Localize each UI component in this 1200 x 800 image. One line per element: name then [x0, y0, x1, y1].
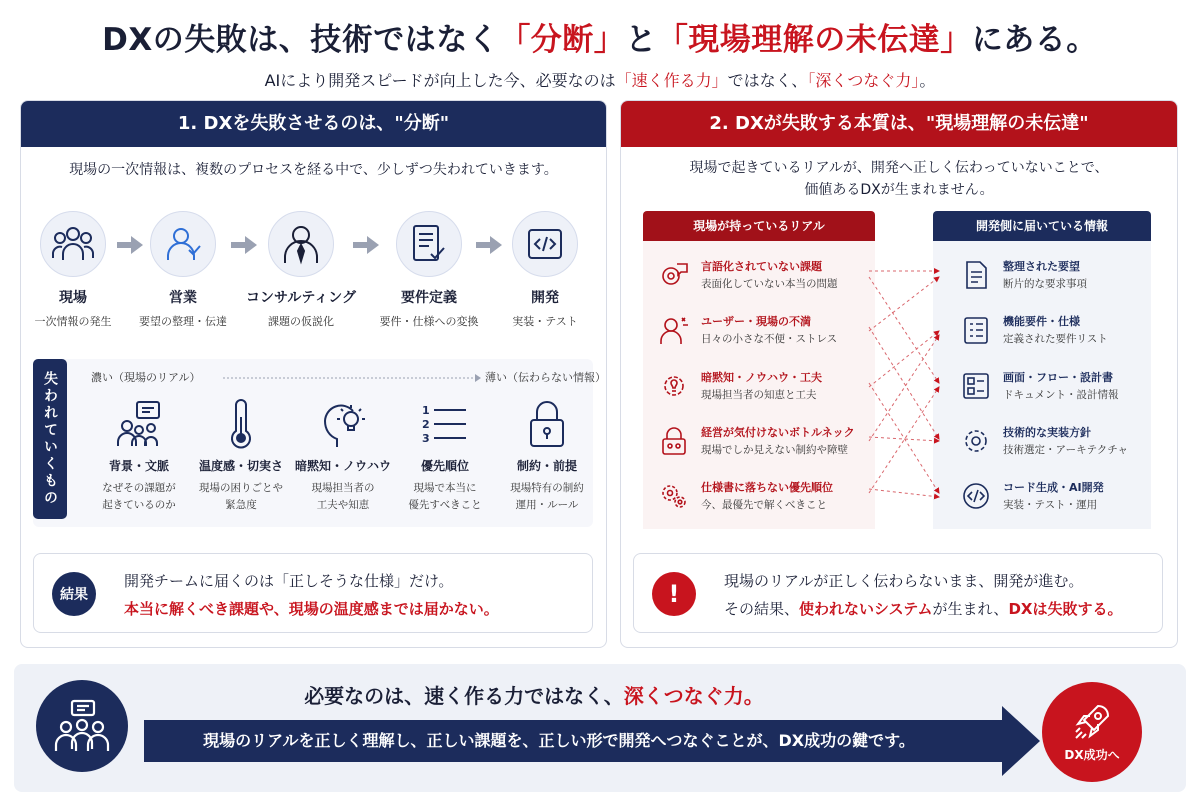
- title-highlight-bunda: 「分断」: [499, 22, 626, 58]
- step-desc: 実装・テスト: [512, 315, 578, 328]
- lost-item-title: 優先順位: [420, 459, 469, 473]
- step-name: 営業: [169, 290, 197, 306]
- title-highlight-genba: 「現場理解の未伝達」: [656, 22, 972, 58]
- rocket-icon: [1072, 702, 1112, 742]
- conclusion-banner: [14, 664, 1186, 792]
- field-reality-item: [659, 367, 879, 407]
- speech-gear-icon: [659, 260, 689, 290]
- numbered-list-icon: [397, 397, 493, 451]
- lost-item: [193, 397, 289, 514]
- item-title: コード生成・AI開発: [1003, 481, 1104, 494]
- code-window-icon: [512, 211, 578, 277]
- step-desc: 要件・仕様への変換: [379, 315, 479, 328]
- subtitle-part: ではなく、: [727, 71, 808, 90]
- svg-text:1: 1: [422, 404, 430, 417]
- item-desc: 日々の小さな不便・ストレス: [701, 333, 838, 345]
- discussion-icon: [91, 397, 187, 451]
- gears-icon: [659, 481, 689, 511]
- dev-info-item: [961, 422, 1161, 462]
- subtitle-part: AIにより開発スピードが向上した今、必要なのは: [264, 71, 616, 90]
- step-desc: 課題の仮説化: [268, 315, 334, 328]
- dev-info-header: 開発側に届いている情報: [933, 211, 1151, 241]
- step-desc: 一次情報の発生: [34, 315, 112, 328]
- warning-highlight: 使われないシステム: [799, 600, 933, 618]
- field-reality-item: [659, 311, 879, 351]
- subtitle-highlight: 「深くつなぐ力」: [807, 71, 920, 90]
- lost-item-title: 背景・文脈: [108, 459, 169, 473]
- checklist-document-icon: [396, 211, 462, 277]
- process-step: [123, 211, 243, 329]
- result-box: [33, 553, 593, 633]
- banner-arrow-text: 現場のリアルを正しく理解し、正しい課題を、正しい形で開発へつなぐことが、DX成功の鍵です。: [203, 731, 915, 750]
- lost-item-desc-line: 現場で本当に: [413, 482, 477, 494]
- item-title: 仕様書に落ちない優先順位: [701, 481, 833, 494]
- team-discussion-icon: [36, 680, 128, 772]
- left-panel-header: 1. DXを失敗させるのは、"分断": [21, 101, 606, 147]
- warning-part: その結果、: [724, 600, 800, 618]
- field-reality-item: [659, 256, 879, 296]
- lost-item: [91, 397, 187, 514]
- item-desc: 技術選定・アーキテクチャ: [1003, 444, 1128, 456]
- gear-icon: [961, 426, 991, 456]
- item-desc: 断片的な要求事項: [1003, 278, 1087, 290]
- warning-part: が生まれ、: [932, 600, 1009, 618]
- svg-text:3: 3: [422, 432, 430, 445]
- frustrated-user-icon: [659, 315, 689, 345]
- lost-item-desc: [193, 480, 289, 514]
- subtitle-part: 。: [919, 71, 936, 90]
- gradient-arrow: [223, 373, 483, 383]
- svg-text:2: 2: [422, 418, 430, 431]
- process-step: [485, 211, 605, 329]
- lost-things-label: 失われていくもの: [33, 359, 67, 519]
- page-title: [0, 14, 1200, 59]
- warning-icon: !: [652, 572, 696, 616]
- subtitle-highlight: 「速く作る力」: [615, 71, 728, 90]
- lost-item-desc-line: なぜその課題が: [102, 482, 176, 494]
- lock-icon: [659, 426, 689, 456]
- field-reality-item: [659, 477, 879, 517]
- document-icon: [961, 260, 991, 290]
- right-panel-header: 2. DXが失敗する本質は、"現場理解の未伝達": [621, 101, 1177, 147]
- warning-line-1: 現場のリアルが正しく伝わらないまま、開発が進む。: [724, 572, 1084, 590]
- spec-list-icon: [961, 315, 991, 345]
- result-line-1: 開発チームに届くのは「正しそうな仕様」だけ。: [124, 572, 454, 590]
- lost-item-desc-line: 現場特有の制約: [510, 482, 584, 494]
- dx-success-badge: [1042, 682, 1142, 782]
- lost-item-desc: [397, 480, 493, 514]
- intro-line: 価値あるDXが生まれません。: [804, 182, 994, 198]
- item-title: 技術的な実装方針: [1003, 426, 1091, 439]
- warning-box: [633, 553, 1163, 633]
- thermometer-icon: [193, 397, 289, 451]
- result-line-2: 本当に解くべき課題や、現場の温度感までは届かない。: [124, 600, 499, 618]
- field-reality-header: 現場が持っているリアル: [643, 211, 875, 241]
- lost-item: [397, 397, 493, 514]
- dev-info-item: [961, 256, 1161, 296]
- step-name: 要件定義: [401, 290, 457, 306]
- left-panel-intro: 現場の一次情報は、複数のプロセスを経る中で、少しずつ失われていきます。: [69, 162, 558, 178]
- item-title: 経営が気付けないボトルネック: [701, 426, 855, 439]
- dev-info-item: [961, 311, 1161, 351]
- lost-item-title: 暗黙知・ノウハウ: [295, 459, 392, 473]
- lost-item-title: 制約・前提: [516, 459, 577, 473]
- lost-item-desc-line: 現場の困りごとや: [199, 482, 283, 494]
- headline-part: 必要なのは、速く作る力ではなく、: [304, 684, 624, 708]
- title-part: にある。: [971, 22, 1098, 58]
- screen-flow-icon: [961, 371, 991, 401]
- step-desc: 要望の整理・伝達: [139, 315, 227, 328]
- left-panel: [20, 100, 607, 648]
- salesperson-icon: [150, 211, 216, 277]
- dev-info-item: [961, 367, 1161, 407]
- page-subtitle: [0, 68, 1200, 91]
- banner-headline: [144, 680, 924, 709]
- warning-highlight: DXは失敗する。: [1008, 600, 1123, 618]
- idea-gear-icon: [659, 371, 689, 401]
- item-desc: 現場担当者の知恵と工夫: [701, 389, 817, 401]
- process-step: [369, 211, 489, 329]
- item-title: 機能要件・仕様: [1003, 315, 1080, 328]
- lost-item-title: 温度感・切実さ: [198, 459, 283, 473]
- headline-highlight: 深くつなぐ力。: [623, 684, 764, 708]
- field-reality-item: [659, 422, 879, 462]
- lock-icon: [499, 397, 595, 451]
- item-title: 暗黙知・ノウハウ・工夫: [701, 371, 822, 384]
- warning-line-2: [724, 598, 1122, 619]
- process-step: [20, 211, 133, 329]
- code-icon: [961, 481, 991, 511]
- gradient-start-label: 濃い（現場のリアル）: [91, 371, 201, 384]
- intro-line: 現場で起きているリアルが、開発へ正しく伝わっていないことで、: [689, 160, 1109, 176]
- lost-item-desc-line: 優先すべきこと: [408, 499, 482, 511]
- lost-things-box: [33, 359, 606, 527]
- step-name: 現場: [59, 290, 87, 306]
- item-title: 言語化されていない課題: [701, 260, 822, 273]
- lost-item-desc-line: 工夫や知恵: [316, 499, 370, 511]
- lost-item-desc: [295, 480, 391, 514]
- title-part: DXの失敗は、技術ではなく: [102, 22, 500, 58]
- item-title: 画面・フロー・設計書: [1003, 371, 1113, 384]
- title-part: と: [625, 22, 657, 58]
- item-title: 整理された要望: [1003, 260, 1080, 273]
- lost-item-desc: [91, 480, 187, 514]
- lost-item-desc-line: 起きているのか: [102, 499, 176, 511]
- lost-item: [295, 397, 391, 514]
- lightbulb-head-icon: [295, 397, 391, 451]
- lost-item-desc-line: 運用・ルール: [515, 499, 579, 511]
- item-title: ユーザー・現場の不満: [701, 315, 811, 328]
- item-desc: 定義された要件リスト: [1003, 333, 1108, 345]
- step-name: コンサルティング: [246, 290, 356, 306]
- lost-item-desc-line: 現場担当者の: [311, 482, 375, 494]
- item-desc: 実装・テスト・運用: [1003, 499, 1098, 511]
- lost-item: [499, 397, 595, 514]
- item-desc: 今、最優先で解くべきこと: [701, 499, 827, 511]
- item-desc: 現場でしか見えない制約や障壁: [701, 444, 848, 456]
- consultant-icon: [268, 211, 334, 277]
- right-panel: [620, 100, 1178, 648]
- gradient-end-label: 薄い（伝わらない情報）: [485, 371, 606, 384]
- item-desc: ドキュメント・設計情報: [1003, 389, 1119, 401]
- process-step: [241, 211, 361, 329]
- dx-success-label: DX成功へ: [1064, 747, 1120, 762]
- result-badge: 結果: [52, 572, 96, 616]
- people-group-icon: [40, 211, 106, 277]
- dev-info-item: [961, 477, 1161, 517]
- lost-item-desc-line: 緊急度: [225, 499, 257, 511]
- step-name: 開発: [531, 290, 559, 306]
- item-desc: 表面化していない本当の問題: [701, 278, 838, 290]
- lost-item-desc: [499, 480, 595, 514]
